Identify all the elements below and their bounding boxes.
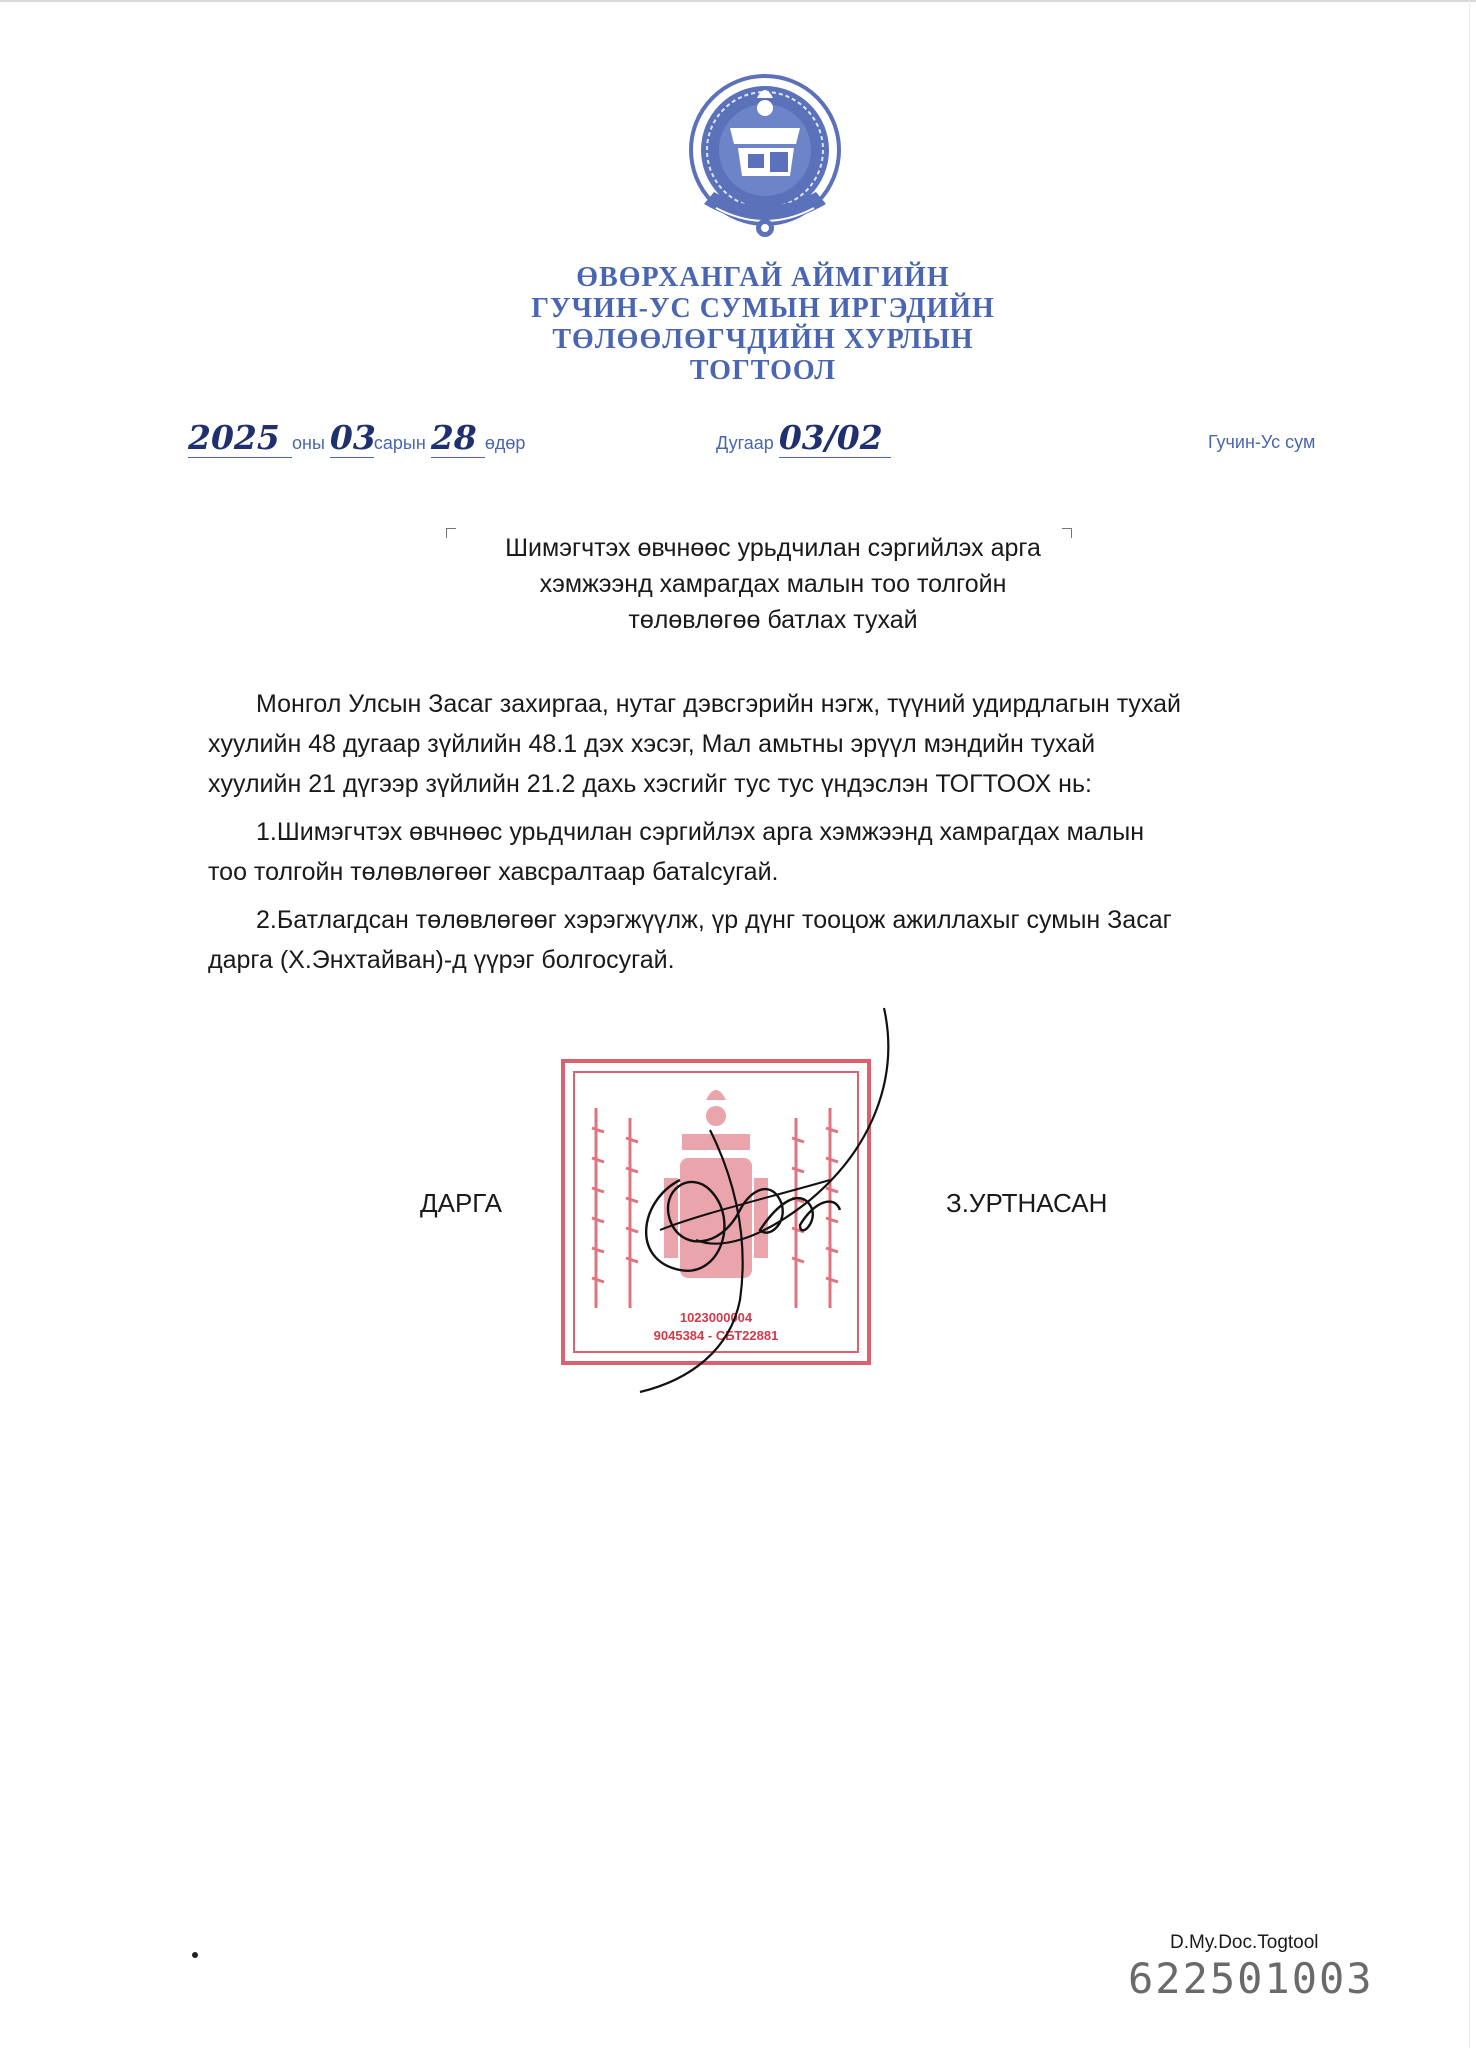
seal-number-2: 9045384 - СБТ22881 (653, 1328, 779, 1343)
item-2-paragraph (208, 900, 1342, 980)
preamble-line-2: хуулийн 48 дугаар зүйлийн 48.1 дэх хэсэг, Мал амьтны эрүүл мэндийн тухай (208, 730, 1096, 758)
document-subject (440, 530, 1106, 638)
date-month: 03 (329, 418, 376, 457)
scan-mark-dot (192, 1952, 198, 1958)
header-line-2: ГУЧИН-УС СУМЫН ИРГЭДИЙН (531, 293, 995, 324)
handwritten-signature (600, 1000, 900, 1400)
date-day: 28 (431, 418, 485, 458)
header-line-1: ӨВӨРХАНГАЙ АЙМГИЙН (576, 262, 950, 293)
date-year: 2025 (188, 418, 292, 458)
date-month-suffix: сарын (373, 433, 426, 453)
document-number-field (716, 418, 891, 458)
signatory-title: ДАРГА (420, 1188, 502, 1218)
number-label: Дугаар (716, 433, 774, 453)
page-top-edge (0, 0, 1476, 2)
document-number: 03/02 (779, 418, 891, 458)
date-year-suffix: оны (292, 433, 325, 453)
header-line-3: ТӨЛӨӨЛӨГЧДИЙН ХУРЛЫН (552, 324, 974, 355)
preamble-paragraph (208, 684, 1342, 804)
seal-number-1: 1023000004 (679, 1310, 753, 1325)
document-serial-number: 622501003 (1128, 1954, 1374, 2003)
preamble-line-1: Монгол Улсын Засаг захиргаа, нутаг дэвсгэрийн нэгж, түүний удирдлагын тухай (256, 690, 1182, 718)
signatory-name: З.УРТНАСАН (946, 1188, 1108, 1218)
state-emblem-icon (686, 68, 844, 248)
place-label: Гучин-Ус сум (1208, 432, 1316, 452)
subject-line-2: хэмжээнд хамрагдах малын тоо толгойн (539, 570, 1007, 598)
subject-line-1: Шимэгчтэх өвчнөөс урьдчилан сэргийлэх арга (505, 534, 1041, 562)
item-1-paragraph (208, 812, 1342, 892)
header-line-4: ТОГТООЛ (689, 355, 837, 386)
item-1-line-1: 1.Шимэгчтэх өвчнөөс урьдчилан сэргийлэх арга хэмжээнд хамрагдах малын (256, 818, 1145, 846)
organization-header (440, 262, 1086, 386)
document-meta-row (0, 410, 1476, 470)
date-field (188, 418, 525, 458)
document-body (208, 684, 1342, 988)
document-code: D.My.Doc.Togtool (1170, 1932, 1319, 1953)
item-1-line-2: тоо толгойн төлөвлөгөөг хавсралтаар батalсугай. (208, 858, 779, 886)
item-2-line-1: 2.Батлагдсан төлөвлөгөөг хэрэгжүүлж, үр дүнг тооцож ажиллахыг сумын Засаг (256, 906, 1172, 934)
date-day-suffix: өдөр (484, 433, 526, 453)
preamble-line-3: хуулийн 21 дүгээр зүйлийн 21.2 дахь хэсгийг тус тус үндэслэн ТОГТООХ нь: (208, 770, 1092, 798)
subject-line-3: төлөвлөгөө батлах тухай (628, 606, 918, 634)
item-2-line-2: дарга (Х.Энхтайван)-д үүрэг болгосугай. (208, 946, 675, 974)
page-right-edge (1469, 0, 1470, 2048)
